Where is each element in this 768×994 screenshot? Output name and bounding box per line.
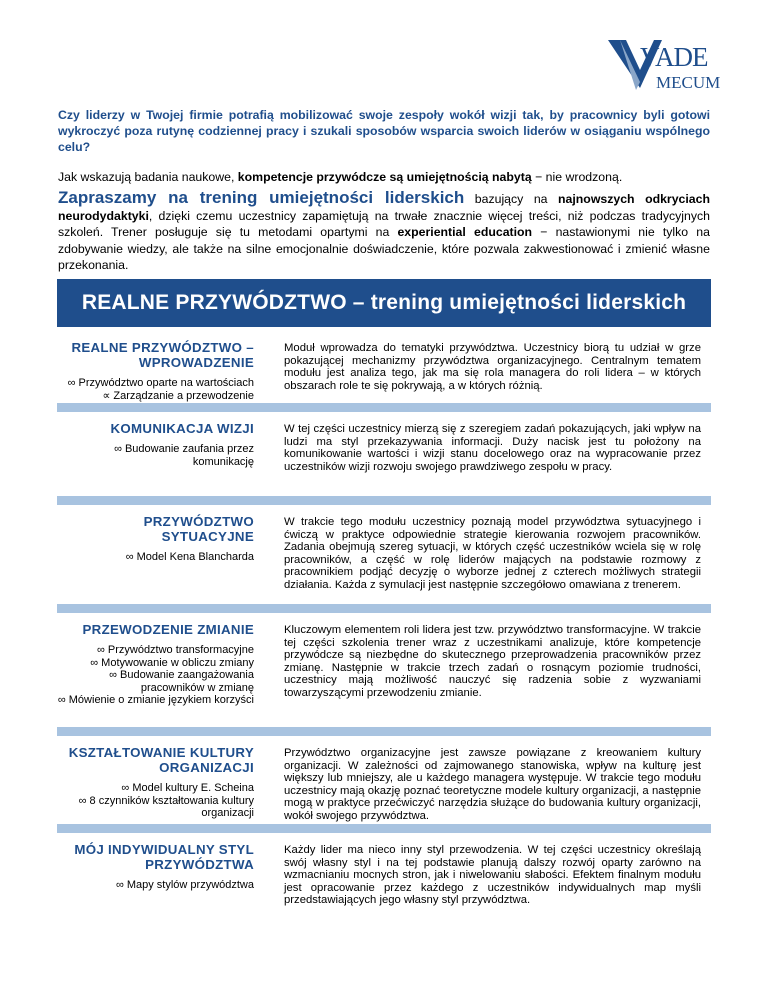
module-bullet: ∞ Przywództwo transformacyjne bbox=[96, 644, 254, 656]
module-bullet: ∞ Mapy stylów przywództwa bbox=[115, 879, 254, 891]
module-bullet: ∞ Budowanie zaangażowania pracowników w zmianę bbox=[109, 669, 254, 694]
module-bullet: ∞ 8 czynników kształtowania kultury organizacji bbox=[78, 794, 254, 819]
module-bullet: ∞ Budowanie zaufania przez komunikację bbox=[114, 443, 254, 468]
invitation-headline: Zapraszamy na trening umiejętności liderskich bbox=[58, 188, 465, 207]
logo-word-vade: VADE bbox=[640, 42, 708, 72]
module-row bbox=[57, 833, 711, 923]
vademecum-logo bbox=[600, 36, 725, 96]
module-title: REALNE PRZYWÓDZTWO – WPROWADZENIE bbox=[71, 340, 254, 370]
row-separator bbox=[57, 403, 711, 412]
module-bullet: ∝ Zarządzanie a przewodzenie bbox=[102, 389, 254, 402]
module-description: Każdy lider ma nieco inny styl przewodzenia. W tej części uczestnicy określają swój własny styl i na tej podstawie planują dalszy rozwój oparty zarówno na wzmacnianiu mocnych stron, jak i niwelowaniu słabości. Efektem finalnym modułu jest opracowanie przez każdego z uczestników indywidualnych map myśli przedstawiających jego własny styl przywództwa. bbox=[284, 844, 701, 906]
invitation-paragraph: Zapraszamy na trening umiejętności liderskich bazujący na najnowszych odkryciach neurodydaktyki, dzięki czemu uczestnicy zapamiętują na trwałe znacznie więcej treści, niż podczas tradycyjnych szkoleń. Trener posługuje się tu metodami opartymi na experiential education − nastawionymi nie tylko na zdobywanie wiedzy, ale także na silne emocjonalnie doświadczenie, które pozwala zakwestionować i zmienić własne przekonania. bbox=[58, 188, 711, 272]
module-description: Przywództwo organizacyjne jest zawsze powiązane z kreowaniem kultury organizacji. W zależności od zajmowanego stanowiska, wpływ na kulturę jest większy lub mniejszy, ale u każdego managera występuje. W trakcie tego modułu uczestnicy mają okazję poznać teoretyczne modele kultury organizacji, a następnie mogą w praktyce przećwiczyć narzędzia służące do budowania kultury organizacji, wokół swojego przywództwa. bbox=[284, 747, 701, 822]
module-title: PRZEWODZENIE ZMIANIE bbox=[82, 622, 254, 637]
module-description: Moduł wprowadza do tematyki przywództwa. Uczestnicy biorą tu udział w grze pokazującej mechanizmy przywództwa organizacyjnego. Centralnym tematem modułu jest analiza tego, jak ma się rola managera do roli lidera – w których obszarach role te się pokrywają, a w których różnią. bbox=[284, 342, 701, 392]
module-title: PRZYWÓDZTWO SYTUACYJNE bbox=[143, 514, 254, 544]
module-bullet: ∞ Motywowanie w obliczu zmiany bbox=[90, 656, 254, 669]
module-bullet: ∞ Mówienie o zmianie językiem korzyści bbox=[57, 694, 254, 706]
research-note: Jak wskazują badania naukowe, kompetencje przywódcze są umiejętnością nabytą − nie wrodzoną. bbox=[58, 170, 623, 184]
row-separator bbox=[57, 727, 711, 736]
module-row bbox=[57, 505, 711, 604]
modules-table bbox=[57, 331, 711, 923]
module-row bbox=[57, 412, 711, 496]
module-bullet: ∞ Model Kena Blancharda bbox=[125, 551, 254, 563]
module-bullet: ∞ Przywództwo oparte na wartościach bbox=[67, 377, 254, 389]
module-title: KSZTAŁTOWANIE KULTURY ORGANIZACJI bbox=[68, 745, 254, 775]
row-separator bbox=[57, 496, 711, 505]
module-title: KOMUNIKACJA WIZJI bbox=[110, 421, 254, 436]
row-separator bbox=[57, 824, 711, 833]
module-row bbox=[57, 331, 711, 403]
module-title: MÓJ INDYWIDUALNY STYL PRZYWÓDZTWA bbox=[74, 842, 254, 872]
module-description: W trakcie tego modułu uczestnicy poznają model przywództwa sytuacyjnego i ćwiczą w praktyce odpowiednie strategie kierowania rozwojem pracowników. Zadania obejmują szereg sytuacji, w których część uczestników wciela się w rolę pracowników, a część w rolę liderów mających na podstawie rozmowy z pracownikiem podjąć decyzję o wyborze jednej z czterech możliwych strategii działania. Każda z symulacji jest następnie szczegółowo omawiana z trenerem. bbox=[284, 516, 701, 591]
intro-question: Czy liderzy w Twojej firmie potrafią mobilizować swoje zespoły wokół wizji tak, by pracownicy byli gotowi wykroczyć poza rutynę codziennej pracy i szukali sposobów wsparcia swoich liderów w osiąganiu wspólnego celu? bbox=[58, 108, 710, 154]
program-banner: REALNE PRZYWÓDZTWO – trening umiejętności liderskich bbox=[57, 279, 711, 327]
row-separator bbox=[57, 604, 711, 613]
module-row bbox=[57, 613, 711, 727]
module-row bbox=[57, 736, 711, 824]
logo-word-mecum: MECUM bbox=[656, 73, 721, 92]
module-description: W tej części uczestnicy mierzą się z szeregiem zadań pokazujących, jaki wpływ na ludzi ma styl przekazywania informacji. Duży nacisk jest tu położony na komunikowanie wartości i wizji stanu docelowego oraz na wypracowanie przez uczestników wizji rozwoju swojego prawdziwego zespołu w pracy. bbox=[284, 423, 701, 473]
module-bullet: ∞ Model kultury E. Scheina bbox=[121, 782, 254, 794]
module-description: Kluczowym elementem roli lidera jest tzw. przywództwo transformacyjne. W trakcie tej części szkolenia trener wraz z uczestnikami analizuje, które kompetencje przywódcze są niezbędne do skutecznego przeprowadzenia pracowników przez zmianę. Następnie w trakcie trzech zadań o rosnącym poziomie trudności, uczestnicy mają możliwość nauczyć się radzenia sobie z wyzwaniami towarzyszącymi przewodzeniu zmianie. bbox=[284, 624, 701, 699]
